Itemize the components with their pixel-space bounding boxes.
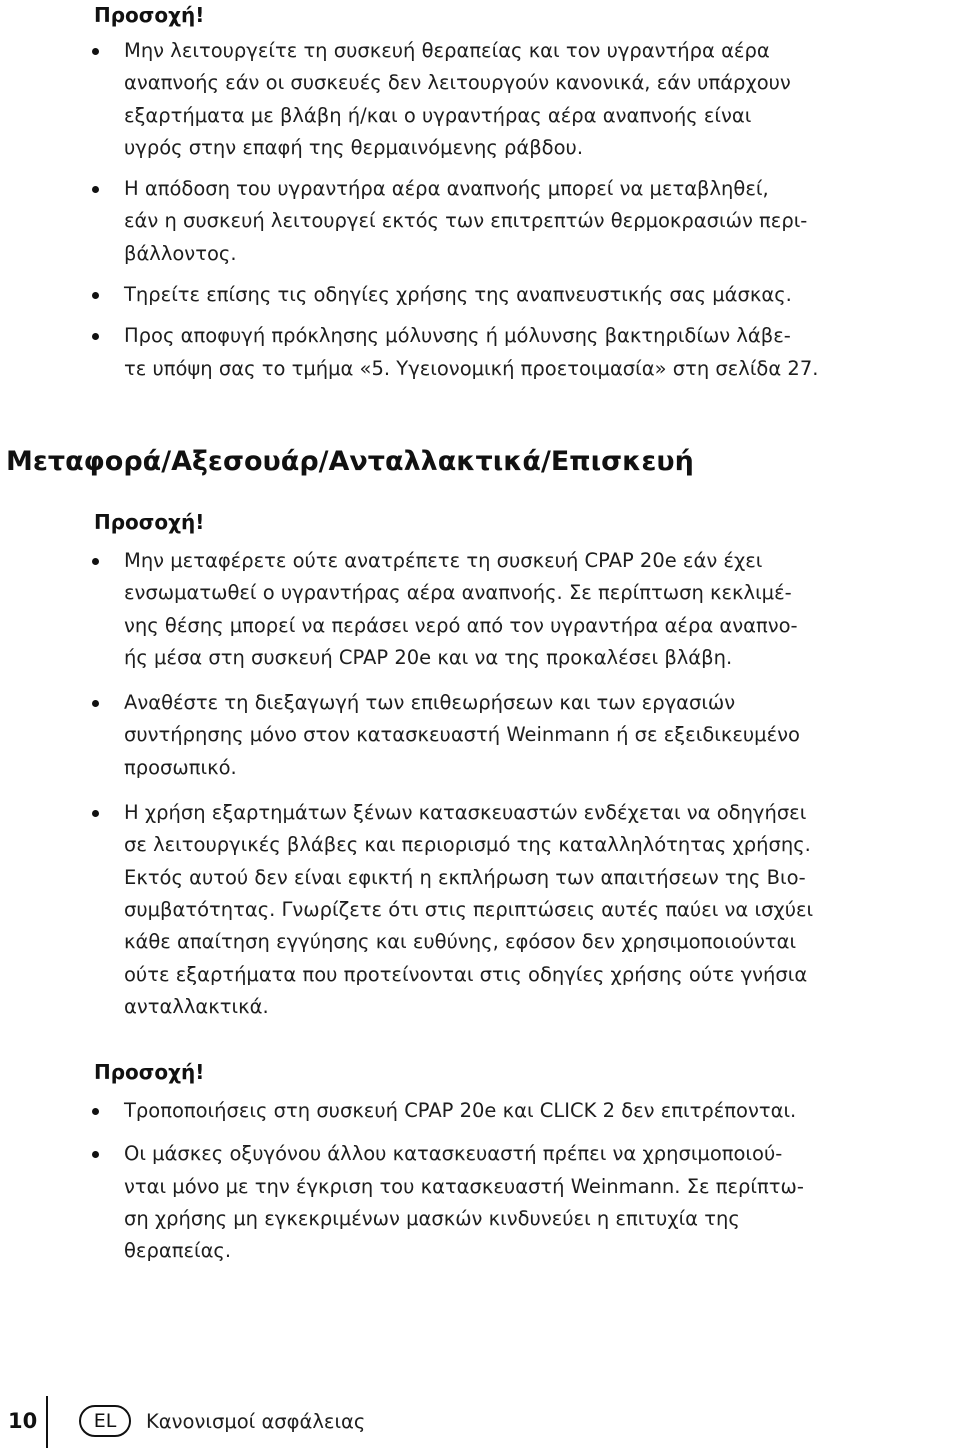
text-line: συντήρησης μόνο στον κατασκευαστή Weinmann ή σε εξειδικευμένο [124, 723, 800, 747]
warning-list-1 [124, 35, 884, 385]
section-heading: Μεταφορά/Αξεσουάρ/Ανταλλακτικά/Επισκευή [6, 446, 694, 477]
text-line: Προς αποφυγή πρόκλησης μόλυνσης ή μόλυνσης βακτηριδίων λάβε- [124, 324, 791, 348]
bullet-icon [92, 333, 99, 340]
text-line: Μην λειτουργείτε τη συσκευή θεραπείας και τον υγραντήρα αέρα [124, 39, 770, 62]
section-title: Κανονισμοί ασφάλειας [146, 1410, 366, 1433]
text-line: θεραπείας. [124, 1239, 232, 1263]
warning-label-1: Προσοχή! [94, 3, 205, 27]
warning-list-2 [124, 545, 884, 1023]
list-item [124, 687, 884, 784]
text-line: Οι μάσκες οξυγόνου άλλου κατασκευαστή πρέπει να χρησιμοποιού- [124, 1142, 783, 1166]
text-line: ανταλλακτικά. [124, 994, 269, 1018]
text-line: Τροποποιήσεις στη συσκευή CPAP 20e και CLICK 2 δεν επιτρέπονται. [124, 1099, 797, 1122]
text-line: προσωπικό. [124, 755, 237, 779]
list-item [124, 1095, 884, 1127]
text-line: αναπνοής εάν οι συσκευές δεν λειτουργούν κανονικά, εάν υπάρχουν [124, 71, 791, 95]
bullet-icon [92, 1108, 99, 1115]
page-footer [0, 1396, 960, 1448]
list-item [124, 1138, 884, 1267]
footer-divider [46, 1396, 48, 1448]
text-line: Μην μεταφέρετε ούτε ανατρέπετε τη συσκευή CPAP 20e εάν έχει [124, 549, 763, 572]
warning-label-2: Προσοχή! [94, 510, 205, 534]
text-line: Εκτός αυτού δεν είναι εφικτή η εκπλήρωση των απαιτήσεων της Βιο- [124, 865, 806, 889]
list-item [124, 35, 884, 164]
bullet-icon [92, 292, 99, 299]
text-line: εάν η συσκευή λειτουργεί εκτός των επιτρεπτών θερμοκρασιών περι- [124, 209, 808, 233]
text-line: Τηρείτε επίσης τις οδηγίες χρήσης της αναπνευστικής σας μάσκας. [124, 283, 792, 307]
text-line: εξαρτήματα με βλάβη ή/και ο υγραντήρας αέρα αναπνοής είναι [124, 103, 752, 127]
language-badge: EL [79, 1405, 131, 1437]
list-item [124, 797, 884, 1023]
bullet-icon [92, 558, 99, 565]
text-line: τε υπόψη σας το τμήμα «5. Υγειονομική προετοιμασία» στη σελίδα 27. [124, 356, 819, 380]
text-line: Η απόδοση του υγραντήρα αέρα αναπνοής μπορεί να μεταβληθεί, [124, 177, 769, 201]
bullet-icon [92, 700, 99, 707]
text-line: νται μόνο με την έγκριση του κατασκευαστή Weinmann. Σε περίπτω- [124, 1174, 804, 1198]
bullet-icon [92, 1151, 99, 1158]
list-item [124, 173, 884, 270]
text-line: Αναθέστε τη διεξαγωγή των επιθεωρήσεων και των εργασιών [124, 691, 736, 715]
list-item [124, 320, 884, 385]
bullet-icon [92, 48, 99, 55]
list-item [124, 545, 884, 674]
warning-label-3: Προσοχή! [94, 1060, 205, 1084]
bullet-icon [92, 186, 99, 193]
text-line: ενσωματωθεί ο υγραντήρας αέρα αναπνοής. Σε περίπτωση κεκλιμέ- [124, 581, 792, 605]
text-line: συμβατότητας. Γνωρίζετε ότι στις περιπτώσεις αυτές παύει να ισχύει [124, 897, 814, 921]
text-line: Η χρήση εξαρτημάτων ξένων κατασκευαστών ενδέχεται να οδηγήσει [124, 801, 807, 825]
bullet-icon [92, 810, 99, 817]
page-number: 10 [8, 1409, 38, 1433]
text-line: σε λειτουργικές βλάβες και περιορισμό της καταλληλότητας χρήσης. [124, 833, 811, 857]
list-item [124, 279, 884, 311]
text-line: ση χρήσης μη εγκεκριμένων μασκών κινδυνεύει η επιτυχία της [124, 1206, 740, 1230]
text-line: νης θέσης μπορεί να περάσει νερό από τον υγραντήρα αέρα αναπνο- [124, 613, 798, 637]
text-line: ής μέσα στη συσκευή CPAP 20e και να της προκαλέσει βλάβη. [124, 645, 733, 669]
text-line: υγρός στην επαφή της θερμαινόμενης ράβδου. [124, 135, 584, 159]
text-line: κάθε απαίτηση εγγύησης και ευθύνης, εφόσον δεν χρησιμοποιούνται [124, 930, 797, 954]
text-line: βάλλοντος. [124, 241, 237, 265]
warning-list-3 [124, 1095, 884, 1267]
text-line: ούτε εξαρτήματα που προτείνονται στις οδηγίες χρήσης ούτε γνήσια [124, 962, 808, 986]
